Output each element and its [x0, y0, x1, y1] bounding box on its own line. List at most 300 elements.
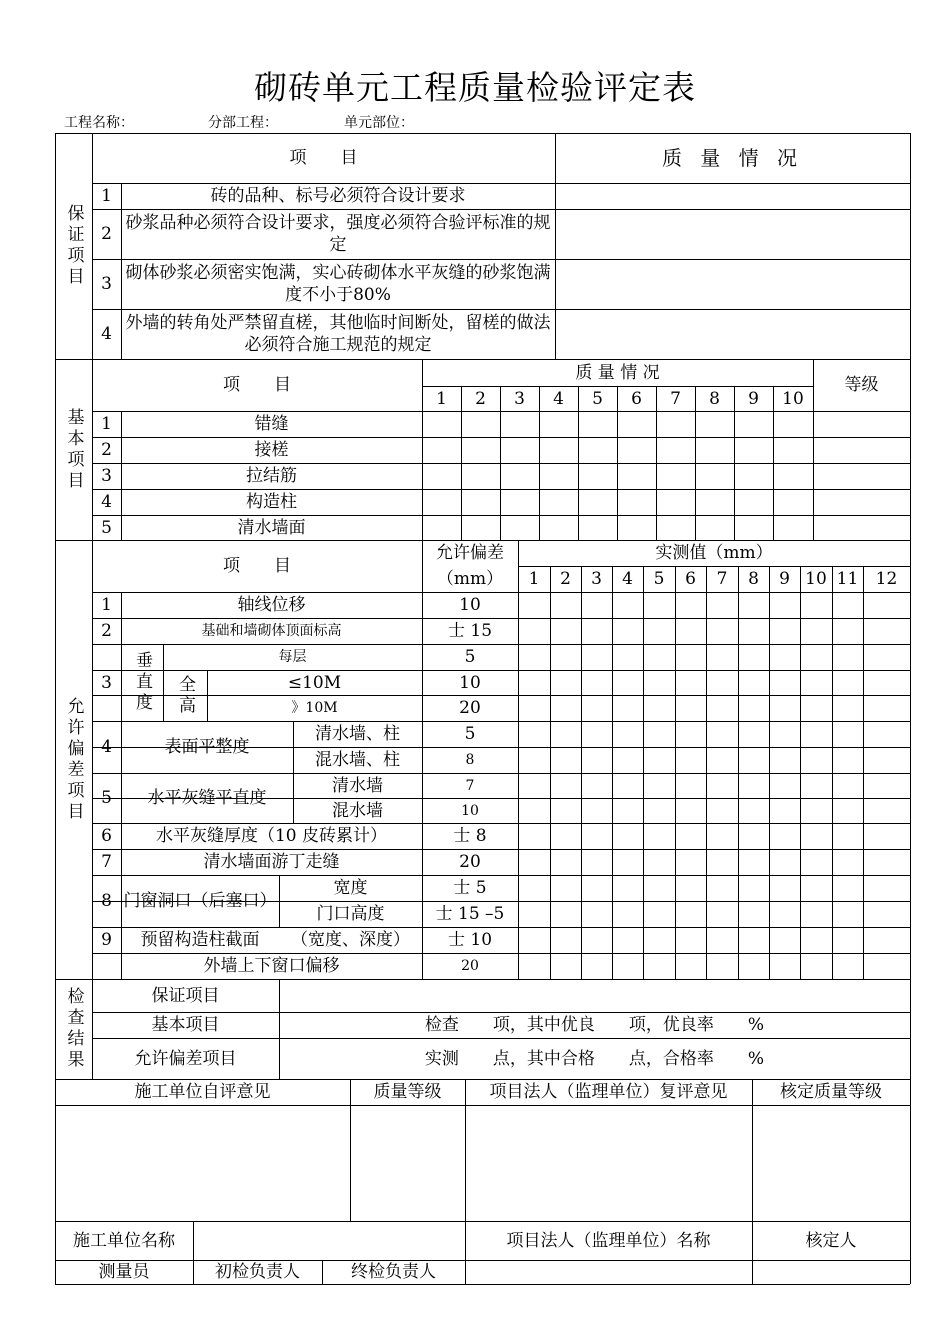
- measured-value-cell[interactable]: [832, 618, 863, 644]
- basic-quality-cell[interactable]: [539, 411, 578, 437]
- deviation-allow: 7: [465, 777, 475, 794]
- measured-value-cell[interactable]: [518, 953, 550, 979]
- measured-value-cell[interactable]: [738, 875, 769, 901]
- measured-value-cell[interactable]: [581, 823, 612, 849]
- measured-value-cell[interactable]: [643, 823, 675, 849]
- results-basic-label: 基本项目: [151, 1015, 220, 1035]
- deviation-item-text: 外墙上下窗口偏移: [203, 956, 340, 976]
- measured-value-cell[interactable]: [800, 875, 832, 901]
- basic-quality-cell[interactable]: [617, 437, 656, 463]
- measured-value-cell[interactable]: [675, 875, 706, 901]
- measured-value-cell[interactable]: [800, 618, 832, 644]
- measured-value-cell[interactable]: [863, 644, 910, 670]
- basic-quality-cell[interactable]: [695, 515, 734, 540]
- measured-value-cell[interactable]: [643, 592, 675, 618]
- measured-value-cell[interactable]: [550, 747, 581, 773]
- basic-quality-cell[interactable]: [578, 411, 617, 437]
- basic-quality-cell[interactable]: [500, 411, 539, 437]
- measured-value-cell[interactable]: [738, 901, 769, 927]
- measured-value-cell[interactable]: [518, 670, 550, 695]
- measured-value-cell[interactable]: [738, 670, 769, 695]
- signature-field[interactable]: [752, 1260, 910, 1284]
- measured-value-cell[interactable]: [863, 901, 910, 927]
- measured-value-cell[interactable]: [832, 773, 863, 798]
- measured-value-cell[interactable]: [518, 773, 550, 798]
- measured-value-cell[interactable]: [832, 695, 863, 721]
- deviation-item-no: [92, 953, 121, 979]
- basic-quality-cell[interactable]: [500, 489, 539, 515]
- measured-value-cell[interactable]: [863, 875, 910, 901]
- basic-quality-cell[interactable]: [773, 515, 813, 540]
- basic-item-text: 拉结筋: [246, 466, 297, 486]
- basic-quality-cell[interactable]: [656, 489, 695, 515]
- basic-quality-cell[interactable]: [578, 463, 617, 489]
- measured-value-cell[interactable]: [581, 618, 612, 644]
- measured-value-cell[interactable]: [612, 849, 643, 875]
- deviation-sub-label: 混水墙、柱: [315, 750, 400, 770]
- measured-value-cell[interactable]: [675, 798, 706, 823]
- measured-value-cell[interactable]: [675, 773, 706, 798]
- deviation-item-no: 3: [101, 672, 112, 693]
- measured-value-cell[interactable]: [769, 953, 800, 979]
- measured-value-cell[interactable]: [612, 823, 643, 849]
- basic-quality-cell[interactable]: [578, 437, 617, 463]
- measured-value-cell[interactable]: [738, 773, 769, 798]
- basic-grade-cell[interactable]: [813, 411, 910, 437]
- measured-value-cell[interactable]: [550, 773, 581, 798]
- basic-quality-cell[interactable]: [461, 437, 500, 463]
- basic-quality-cell[interactable]: [539, 489, 578, 515]
- measured-value-cell[interactable]: [518, 695, 550, 721]
- measured-value-cell[interactable]: [581, 670, 612, 695]
- measured-value-cell[interactable]: [769, 901, 800, 927]
- results-deviation-text: 实测 点，其中合格 点，合格率 %: [424, 1048, 765, 1069]
- measured-value-cell[interactable]: [832, 670, 863, 695]
- measured-value-cell[interactable]: [550, 721, 581, 747]
- basic-grade-cell[interactable]: [813, 437, 910, 463]
- measured-value-cell[interactable]: [518, 644, 550, 670]
- measured-value-cell[interactable]: [675, 644, 706, 670]
- measured-value-cell[interactable]: [769, 875, 800, 901]
- measured-value-cell[interactable]: [832, 644, 863, 670]
- review-field[interactable]: [465, 1105, 752, 1221]
- deviation-item-no: 9: [101, 930, 112, 950]
- measured-value-cell[interactable]: [832, 592, 863, 618]
- guarantee-item-header: 项 目: [289, 148, 358, 168]
- basic-col-header: 2: [475, 388, 486, 409]
- measured-value-cell[interactable]: [675, 670, 706, 695]
- measured-value-cell[interactable]: [550, 618, 581, 644]
- measured-value-cell[interactable]: [863, 823, 910, 849]
- guarantee-quality-header: 质 量 情 况: [661, 146, 804, 170]
- basic-quality-cell[interactable]: [578, 515, 617, 540]
- project-name-label: 工程名称：: [64, 115, 134, 131]
- basic-quality-cell[interactable]: [461, 411, 500, 437]
- measured-value-cell[interactable]: [863, 927, 910, 953]
- measured-value-cell[interactable]: [769, 592, 800, 618]
- basic-quality-cell[interactable]: [773, 437, 813, 463]
- measured-value-cell[interactable]: [800, 644, 832, 670]
- measured-value-cell[interactable]: [832, 849, 863, 875]
- measured-value-cell[interactable]: [706, 875, 738, 901]
- measured-value-cell[interactable]: [706, 644, 738, 670]
- basic-quality-cell[interactable]: [734, 463, 773, 489]
- measured-value-cell[interactable]: [675, 618, 706, 644]
- measured-value-cell[interactable]: [800, 798, 832, 823]
- measured-value-cell[interactable]: [643, 773, 675, 798]
- measured-value-cell[interactable]: [643, 670, 675, 695]
- measured-value-cell[interactable]: [612, 773, 643, 798]
- verified-grade-field[interactable]: [752, 1105, 910, 1221]
- measured-value-cell[interactable]: [550, 823, 581, 849]
- measured-value-cell[interactable]: [863, 953, 910, 979]
- measured-value-cell[interactable]: [832, 798, 863, 823]
- basic-quality-cell[interactable]: [461, 489, 500, 515]
- basic-quality-cell[interactable]: [617, 515, 656, 540]
- measured-value-cell[interactable]: [738, 927, 769, 953]
- basic-quality-cell[interactable]: [539, 463, 578, 489]
- measured-value-cell[interactable]: [581, 849, 612, 875]
- results-basic-text: 检查 项，其中优良 项，优良率 %: [424, 1015, 765, 1035]
- measured-value-cell[interactable]: [706, 670, 738, 695]
- measured-value-cell[interactable]: [832, 875, 863, 901]
- deviation-section-label: 允许偏差项目: [63, 696, 84, 823]
- deviation-allow: 10: [459, 672, 481, 693]
- basic-quality-cell[interactable]: [773, 411, 813, 437]
- measured-value-cell[interactable]: [643, 747, 675, 773]
- basic-quality-cell[interactable]: [617, 489, 656, 515]
- measured-value-cell[interactable]: [769, 773, 800, 798]
- measured-value-cell[interactable]: [581, 747, 612, 773]
- measured-value-cell[interactable]: [800, 747, 832, 773]
- guarantee-item-no: 4: [101, 324, 112, 344]
- measured-value-cell[interactable]: [706, 773, 738, 798]
- measured-value-cell[interactable]: [581, 901, 612, 927]
- deviation-item-no: 1: [101, 595, 112, 615]
- guarantee-item-text: 砖的品种、标号必须符合设计要求: [210, 186, 466, 206]
- measured-value-cell[interactable]: [800, 592, 832, 618]
- measured-value-cell[interactable]: [706, 618, 738, 644]
- measured-value-cell[interactable]: [863, 592, 910, 618]
- deviation-sub-label: 混水墙: [332, 800, 383, 821]
- measured-value-cell[interactable]: [738, 953, 769, 979]
- measured-value-cell[interactable]: [706, 721, 738, 747]
- basic-col-header: 6: [631, 388, 642, 409]
- measured-value-cell[interactable]: [550, 901, 581, 927]
- results-guarantee-value[interactable]: [279, 979, 910, 1012]
- signature-field[interactable]: [465, 1260, 752, 1284]
- measured-value-cell[interactable]: [769, 644, 800, 670]
- measured-value-cell[interactable]: [581, 695, 612, 721]
- measured-value-cell[interactable]: [738, 721, 769, 747]
- measured-value-cell[interactable]: [800, 927, 832, 953]
- measured-value-cell[interactable]: [643, 644, 675, 670]
- deviation-allow: 士 8: [453, 826, 487, 846]
- measured-value-cell[interactable]: [706, 901, 738, 927]
- measured-value-cell[interactable]: [581, 721, 612, 747]
- guarantee-item-no: 3: [101, 274, 112, 294]
- measured-value-cell[interactable]: [612, 592, 643, 618]
- measured-value-cell[interactable]: [518, 823, 550, 849]
- basic-quality-cell[interactable]: [695, 411, 734, 437]
- measured-value-cell[interactable]: [832, 901, 863, 927]
- self-eval-field[interactable]: [55, 1105, 350, 1221]
- verifier-label: 核定人: [805, 1230, 857, 1251]
- basic-grade-cell[interactable]: [813, 489, 910, 515]
- measured-value-cell[interactable]: [863, 721, 910, 747]
- measured-value-cell[interactable]: [769, 618, 800, 644]
- measured-value-cell[interactable]: [612, 953, 643, 979]
- measured-value-cell[interactable]: [581, 875, 612, 901]
- basic-quality-cell[interactable]: [500, 437, 539, 463]
- measured-value-cell[interactable]: [581, 773, 612, 798]
- deviation-allow: 20: [461, 958, 479, 974]
- measured-value-cell[interactable]: [643, 695, 675, 721]
- measured-value-cell[interactable]: [612, 798, 643, 823]
- basic-item-text: 错缝: [254, 414, 289, 434]
- basic-grade-header: 等级: [844, 375, 879, 395]
- measured-value-cell[interactable]: [706, 695, 738, 721]
- basic-quality-cell[interactable]: [656, 463, 695, 489]
- deviation-sub-label: （宽度、深度）: [291, 930, 410, 950]
- measured-value-cell[interactable]: [612, 721, 643, 747]
- measured-value-cell[interactable]: [550, 695, 581, 721]
- measured-value-cell[interactable]: [643, 927, 675, 953]
- basic-item-text: 构造柱: [246, 492, 297, 512]
- measured-value-cell[interactable]: [769, 670, 800, 695]
- measured-value-cell[interactable]: [550, 849, 581, 875]
- measured-value-cell[interactable]: [581, 592, 612, 618]
- measured-value-cell[interactable]: [518, 798, 550, 823]
- measured-value-cell[interactable]: [738, 747, 769, 773]
- measured-value-cell[interactable]: [863, 849, 910, 875]
- basic-quality-cell[interactable]: [578, 489, 617, 515]
- basic-grade-cell[interactable]: [813, 515, 910, 540]
- measured-value-cell[interactable]: [612, 670, 643, 695]
- measured-value-cell[interactable]: [550, 798, 581, 823]
- measured-value-cell[interactable]: [675, 747, 706, 773]
- measured-value-cell[interactable]: [675, 901, 706, 927]
- deviation-col-header: 9: [779, 569, 790, 589]
- basic-quality-cell[interactable]: [422, 489, 461, 515]
- basic-quality-cell[interactable]: [734, 489, 773, 515]
- measured-value-cell[interactable]: [863, 670, 910, 695]
- measured-value-cell[interactable]: [800, 695, 832, 721]
- measured-value-cell[interactable]: [832, 747, 863, 773]
- basic-quality-cell[interactable]: [773, 489, 813, 515]
- measured-value-cell[interactable]: [518, 592, 550, 618]
- measured-value-cell[interactable]: [612, 747, 643, 773]
- measured-value-cell[interactable]: [550, 875, 581, 901]
- basic-quality-cell[interactable]: [422, 515, 461, 540]
- company-name-label: 施工单位名称: [73, 1230, 175, 1251]
- guarantee-quality-cell[interactable]: [555, 259, 910, 309]
- measured-value-cell[interactable]: [769, 721, 800, 747]
- measured-value-cell[interactable]: [738, 592, 769, 618]
- measured-value-cell[interactable]: [518, 618, 550, 644]
- measured-value-cell[interactable]: [769, 747, 800, 773]
- basic-quality-cell[interactable]: [773, 463, 813, 489]
- measured-value-cell[interactable]: [706, 592, 738, 618]
- guarantee-quality-cell[interactable]: [555, 309, 910, 359]
- measured-value-cell[interactable]: [832, 823, 863, 849]
- basic-quality-cell[interactable]: [461, 463, 500, 489]
- basic-quality-cell[interactable]: [422, 437, 461, 463]
- deviation-item-no: 7: [101, 852, 112, 872]
- measured-value-cell[interactable]: [738, 644, 769, 670]
- measured-value-cell[interactable]: [769, 798, 800, 823]
- measured-value-cell[interactable]: [706, 798, 738, 823]
- basic-quality-cell[interactable]: [500, 463, 539, 489]
- measured-value-cell[interactable]: [550, 670, 581, 695]
- measured-value-cell[interactable]: [675, 592, 706, 618]
- basic-quality-cell[interactable]: [539, 515, 578, 540]
- deviation-item-text: 表面平整度: [164, 737, 250, 757]
- deviation-allow: 10: [459, 595, 481, 615]
- measured-value-cell[interactable]: [518, 721, 550, 747]
- basic-quality-cell[interactable]: [656, 515, 695, 540]
- results-guarantee-label: 保证项目: [151, 985, 220, 1006]
- measured-value-cell[interactable]: [518, 875, 550, 901]
- measured-value-cell[interactable]: [643, 798, 675, 823]
- measured-value-cell[interactable]: [643, 875, 675, 901]
- deviation-col-header: 8: [748, 569, 759, 589]
- measured-value-cell[interactable]: [675, 823, 706, 849]
- measured-value-cell[interactable]: [769, 823, 800, 849]
- measured-value-cell[interactable]: [518, 901, 550, 927]
- measured-value-cell[interactable]: [612, 901, 643, 927]
- measured-value-cell[interactable]: [769, 695, 800, 721]
- basic-grade-cell[interactable]: [813, 463, 910, 489]
- basic-quality-header: 质 量 情 况: [575, 362, 660, 383]
- basic-item-text: 清水墙面: [237, 517, 306, 538]
- measured-value-cell[interactable]: [643, 901, 675, 927]
- measured-value-cell[interactable]: [800, 849, 832, 875]
- deviation-sub-label: 宽度: [333, 878, 368, 898]
- basic-quality-cell[interactable]: [539, 437, 578, 463]
- measured-value-cell[interactable]: [800, 823, 832, 849]
- measured-value-cell[interactable]: [738, 618, 769, 644]
- measured-value-cell[interactable]: [518, 747, 550, 773]
- measured-value-cell[interactable]: [863, 798, 910, 823]
- measured-value-cell[interactable]: [738, 823, 769, 849]
- basic-quality-cell[interactable]: [617, 411, 656, 437]
- measured-value-cell[interactable]: [706, 823, 738, 849]
- measured-value-cell[interactable]: [612, 644, 643, 670]
- measured-value-cell[interactable]: [643, 618, 675, 644]
- measured-value-cell[interactable]: [518, 849, 550, 875]
- measured-value-cell[interactable]: [800, 953, 832, 979]
- company-name-field[interactable]: [193, 1221, 465, 1260]
- deviation-allow-header-1: 允许偏差: [436, 543, 504, 563]
- measured-value-cell[interactable]: [612, 875, 643, 901]
- basic-quality-cell[interactable]: [734, 411, 773, 437]
- measured-value-cell[interactable]: [863, 695, 910, 721]
- basic-quality-cell[interactable]: [734, 515, 773, 540]
- measured-value-cell[interactable]: [738, 849, 769, 875]
- guarantee-item-text: 外墙的转角处严禁留直槎，其他临时间断处，留槎的做法必须符合施工规范的规定: [125, 313, 551, 355]
- basic-quality-cell[interactable]: [695, 463, 734, 489]
- basic-quality-cell[interactable]: [500, 515, 539, 540]
- measured-value-cell[interactable]: [863, 618, 910, 644]
- measured-value-cell[interactable]: [518, 927, 550, 953]
- measured-value-cell[interactable]: [612, 927, 643, 953]
- measured-value-cell[interactable]: [643, 721, 675, 747]
- guarantee-quality-cell[interactable]: [555, 209, 910, 259]
- measured-value-cell[interactable]: [706, 849, 738, 875]
- basic-item-header: 项 目: [223, 375, 291, 395]
- basic-quality-cell[interactable]: [695, 437, 734, 463]
- basic-quality-cell[interactable]: [422, 411, 461, 437]
- basic-quality-cell[interactable]: [695, 489, 734, 515]
- measured-value-cell[interactable]: [706, 927, 738, 953]
- measured-value-cell[interactable]: [800, 773, 832, 798]
- measured-value-cell[interactable]: [863, 773, 910, 798]
- measured-value-cell[interactable]: [800, 901, 832, 927]
- measured-value-cell[interactable]: [550, 644, 581, 670]
- measured-value-cell[interactable]: [863, 747, 910, 773]
- measured-value-cell[interactable]: [675, 849, 706, 875]
- measured-value-cell[interactable]: [769, 849, 800, 875]
- measured-value-cell[interactable]: [800, 670, 832, 695]
- measured-value-cell[interactable]: [612, 618, 643, 644]
- deviation-item-text: 基础和墙砌体顶面标高: [201, 623, 342, 639]
- measured-value-cell[interactable]: [581, 953, 612, 979]
- basic-quality-cell[interactable]: [656, 437, 695, 463]
- measured-value-cell[interactable]: [738, 798, 769, 823]
- measured-value-cell[interactable]: [643, 849, 675, 875]
- measured-value-cell[interactable]: [675, 953, 706, 979]
- basic-item-no: 5: [101, 517, 112, 538]
- measured-value-cell[interactable]: [832, 721, 863, 747]
- deviation-allow: 5: [464, 724, 476, 744]
- per-floor-label: 每层: [278, 649, 307, 665]
- measured-value-cell[interactable]: [738, 695, 769, 721]
- measured-value-cell[interactable]: [832, 953, 863, 979]
- basic-quality-cell[interactable]: [734, 437, 773, 463]
- measured-value-cell[interactable]: [581, 644, 612, 670]
- measured-value-cell[interactable]: [550, 927, 581, 953]
- basic-quality-cell[interactable]: [461, 515, 500, 540]
- basic-quality-cell[interactable]: [617, 463, 656, 489]
- measured-value-cell[interactable]: [581, 798, 612, 823]
- measured-value-cell[interactable]: [675, 721, 706, 747]
- quality-grade-field[interactable]: [350, 1105, 465, 1221]
- measured-value-cell[interactable]: [706, 747, 738, 773]
- basic-quality-cell[interactable]: [656, 411, 695, 437]
- measured-value-cell[interactable]: [832, 927, 863, 953]
- measured-value-cell[interactable]: [581, 927, 612, 953]
- measured-value-cell[interactable]: [612, 695, 643, 721]
- measured-value-cell[interactable]: [550, 953, 581, 979]
- measured-value-cell[interactable]: [769, 927, 800, 953]
- measured-value-cell[interactable]: [675, 695, 706, 721]
- measured-value-cell[interactable]: [675, 927, 706, 953]
- basic-item-no: 2: [101, 440, 112, 460]
- guarantee-section-label: 保证项目: [63, 204, 84, 288]
- deviation-allow: 20: [459, 698, 481, 718]
- basic-section-label: 基本项目: [63, 407, 84, 492]
- basic-quality-cell[interactable]: [422, 463, 461, 489]
- basic-col-header: 3: [514, 388, 525, 409]
- deviation-allow: 士 10: [447, 930, 493, 950]
- guarantee-quality-cell[interactable]: [555, 183, 910, 209]
- measured-value-cell[interactable]: [800, 721, 832, 747]
- measured-value-cell[interactable]: [643, 953, 675, 979]
- deviation-item-text: 清水墙面游丁走缝: [203, 852, 340, 872]
- measured-value-cell[interactable]: [706, 953, 738, 979]
- measured-value-cell[interactable]: [550, 592, 581, 618]
